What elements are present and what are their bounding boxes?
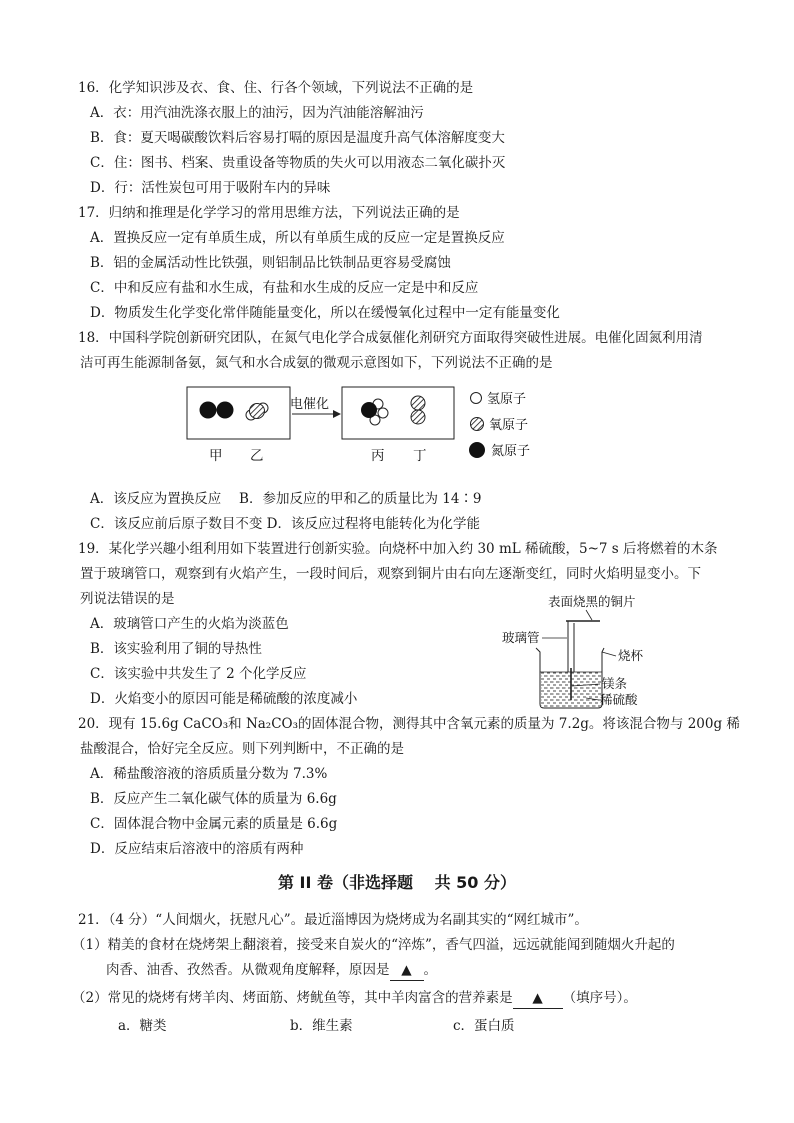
q19-apparatus-diagram — [496, 590, 676, 712]
reaction-arrow-head — [333, 410, 341, 418]
q17-option-b: B．铝的金属活动性比铁强，则铝制品比铁制品更容易受腐蚀 — [90, 255, 451, 271]
o2-atom-2 — [411, 410, 425, 424]
n2-atom-1 — [200, 402, 217, 419]
q18-stem-line2: 洁可再生能源制备氨，氮气和水合成氨的微观示意图如下，下列说法不正确的是 — [80, 355, 553, 371]
q19-option-d: D．火焰变小的原因可能是稀硫酸的浓度减小 — [90, 691, 358, 707]
copper-sheet-leader — [586, 610, 592, 620]
beaker-leader — [602, 652, 616, 656]
q19-stem-line3: 列说法错误的是 — [80, 591, 175, 607]
label-yi: 乙 — [250, 448, 264, 464]
arrow-label: 电催化 — [290, 397, 330, 412]
q17-option-c: C．中和反应有盐和水生成，有盐和水生成的反应一定是中和反应 — [90, 280, 479, 296]
legend-hydrogen-icon — [471, 393, 482, 404]
q18-options-cd: C．该反应前后原子数目不变 D．该反应过程将电能转化为化学能 — [90, 516, 480, 532]
label-copper-sheet: 表面烧黑的铜片 — [548, 594, 636, 609]
legend-hydrogen: 氢原子 — [487, 392, 527, 407]
q21-stem: 21．（4 分）“人间烟火，抚慰凡心”。最近淄博因为烧烤成为名副其实的“网红城市”。 — [78, 912, 588, 928]
q20-option-a: A．稀盐酸溶液的溶质质量分数为 7.3% — [90, 766, 328, 782]
q21-part1-answer-blank[interactable]: ▲ — [390, 960, 424, 981]
q18-options-ab: A．该反应为置换反应 B．参加反应的甲和乙的质量比为 14∶9 — [90, 491, 482, 507]
legend-oxygen: 氧原子 — [489, 418, 529, 433]
q21-choice-b: b．维生素 — [290, 1018, 353, 1034]
label-magnesium: 镁条 — [602, 676, 628, 691]
q21-part1-line2 — [106, 960, 437, 981]
q19-option-b: B．该实验利用了铜的导热性 — [90, 641, 262, 657]
q20-option-d: D．反应结束后溶液中的溶质有两种 — [90, 841, 304, 857]
q20-stem-line2: 盐酸混合，恰好完全反应。则下列判断中，不正确的是 — [80, 741, 404, 757]
q21-part2-answer-blank[interactable]: ▲ — [513, 988, 563, 1009]
h2o-o-atom — [250, 404, 265, 419]
q16-option-c: C．住：图书、档案、贵重设备等物质的失火可以用液态二氧化碳扑灭 — [90, 155, 506, 171]
label-beaker: 烧杯 — [618, 648, 644, 663]
q21-part2-suffix: （填序号）。 — [562, 990, 637, 1006]
legend-oxygen-icon — [471, 418, 484, 431]
q18-molecule-diagram — [180, 382, 560, 468]
q17-stem: 17．归纳和推理是化学学习的常用思维方法，下列说法正确的是 — [78, 205, 460, 221]
q16-option-a: A．衣：用汽油洗涤衣服上的油污，因为汽油能溶解油污 — [90, 105, 424, 121]
q19-stem-line1: 19．某化学兴趣小组利用如下装置进行创新实验。向烧杯中加入约 30 mL 稀硫酸，5~7 s 后将燃着的木条 — [78, 541, 718, 557]
q21-choice-a: a．糖类 — [118, 1018, 167, 1034]
q17-option-d: D．物质发生化学变化常伴随能量变化，所以在缓慢氧化过程中一定有能量变化 — [90, 305, 560, 321]
q19-option-a: A．玻璃管口产生的火焰为淡蓝色 — [90, 616, 289, 632]
label-bing: 丙 — [371, 448, 385, 464]
q21-part1-line1: （1）精美的食材在烧烤架上翻滚着，接受来自炭火的“淬炼”，香气四溢，远远就能闻到随烟火升起的 — [72, 937, 675, 953]
q16-option-d: D．行：活性炭包可用于吸附车内的异味 — [90, 180, 331, 196]
q16-stem: 16．化学知识涉及衣、食、住、行各个领域，下列说法不正确的是 — [78, 80, 474, 96]
legend-nitrogen: 氮原子 — [491, 444, 531, 459]
label-glass-tube: 玻璃管 — [502, 630, 540, 645]
nh3-h-atom-2 — [378, 408, 388, 418]
q20-stem-line1: 20．现有 15.6g CaCO₃和 Na₂CO₃的固体混合物，测得其中含氧元素的质量为 7.2g。将该混合物与 200g 稀 — [78, 716, 740, 732]
label-ding: 丁 — [413, 448, 427, 464]
legend-nitrogen-icon — [469, 442, 485, 458]
q21-part2 — [72, 988, 637, 1009]
q21-choice-c: c．蛋白质 — [453, 1018, 515, 1034]
label-jia: 甲 — [209, 448, 223, 464]
q19-stem-line2: 置于玻璃管口，观察到有火焰产生，一段时间后，观察到铜片由右向左逐渐变红，同时火焰明显变小。下 — [80, 566, 701, 582]
q20-option-b: B．反应产生二氧化碳气体的质量为 6.6g — [90, 791, 337, 807]
q19-option-c: C．该实验中共发生了 2 个化学反应 — [90, 666, 307, 682]
q21-part1-prefix: 肉香、油香、孜然香。从微观角度解释，原因是 — [106, 962, 390, 978]
nh3-n-atom — [361, 402, 377, 418]
q18-stem-line1: 18．中国科学院创新研究团队，在氮气电化学合成氨催化剂研究方面取得突破性进展。电催化固氮利用清 — [78, 330, 703, 346]
section-title: 第 II 卷（非选择题 共 50 分） — [277, 873, 517, 892]
q20-option-c: C．固体混合物中金属元素的质量是 6.6g — [90, 816, 338, 832]
product-box — [342, 387, 454, 439]
q17-option-a: A．置换反应一定有单质生成，所以有单质生成的反应一定是置换反应 — [90, 230, 505, 246]
label-sulfuric-acid: 稀硫酸 — [600, 692, 638, 707]
n2-atom-2 — [217, 402, 234, 419]
q21-part1-suffix: 。 — [423, 962, 437, 978]
q21-part2-prefix: （2）常见的烧烤有烤羊肉、烤面筋、烤鱿鱼等，其中羊肉富含的营养素是 — [72, 990, 513, 1006]
o2-atom-1 — [411, 396, 425, 410]
q16-option-b: B．食：夏天喝碳酸饮料后容易打嗝的原因是温度升高气体溶解度变大 — [90, 130, 505, 146]
